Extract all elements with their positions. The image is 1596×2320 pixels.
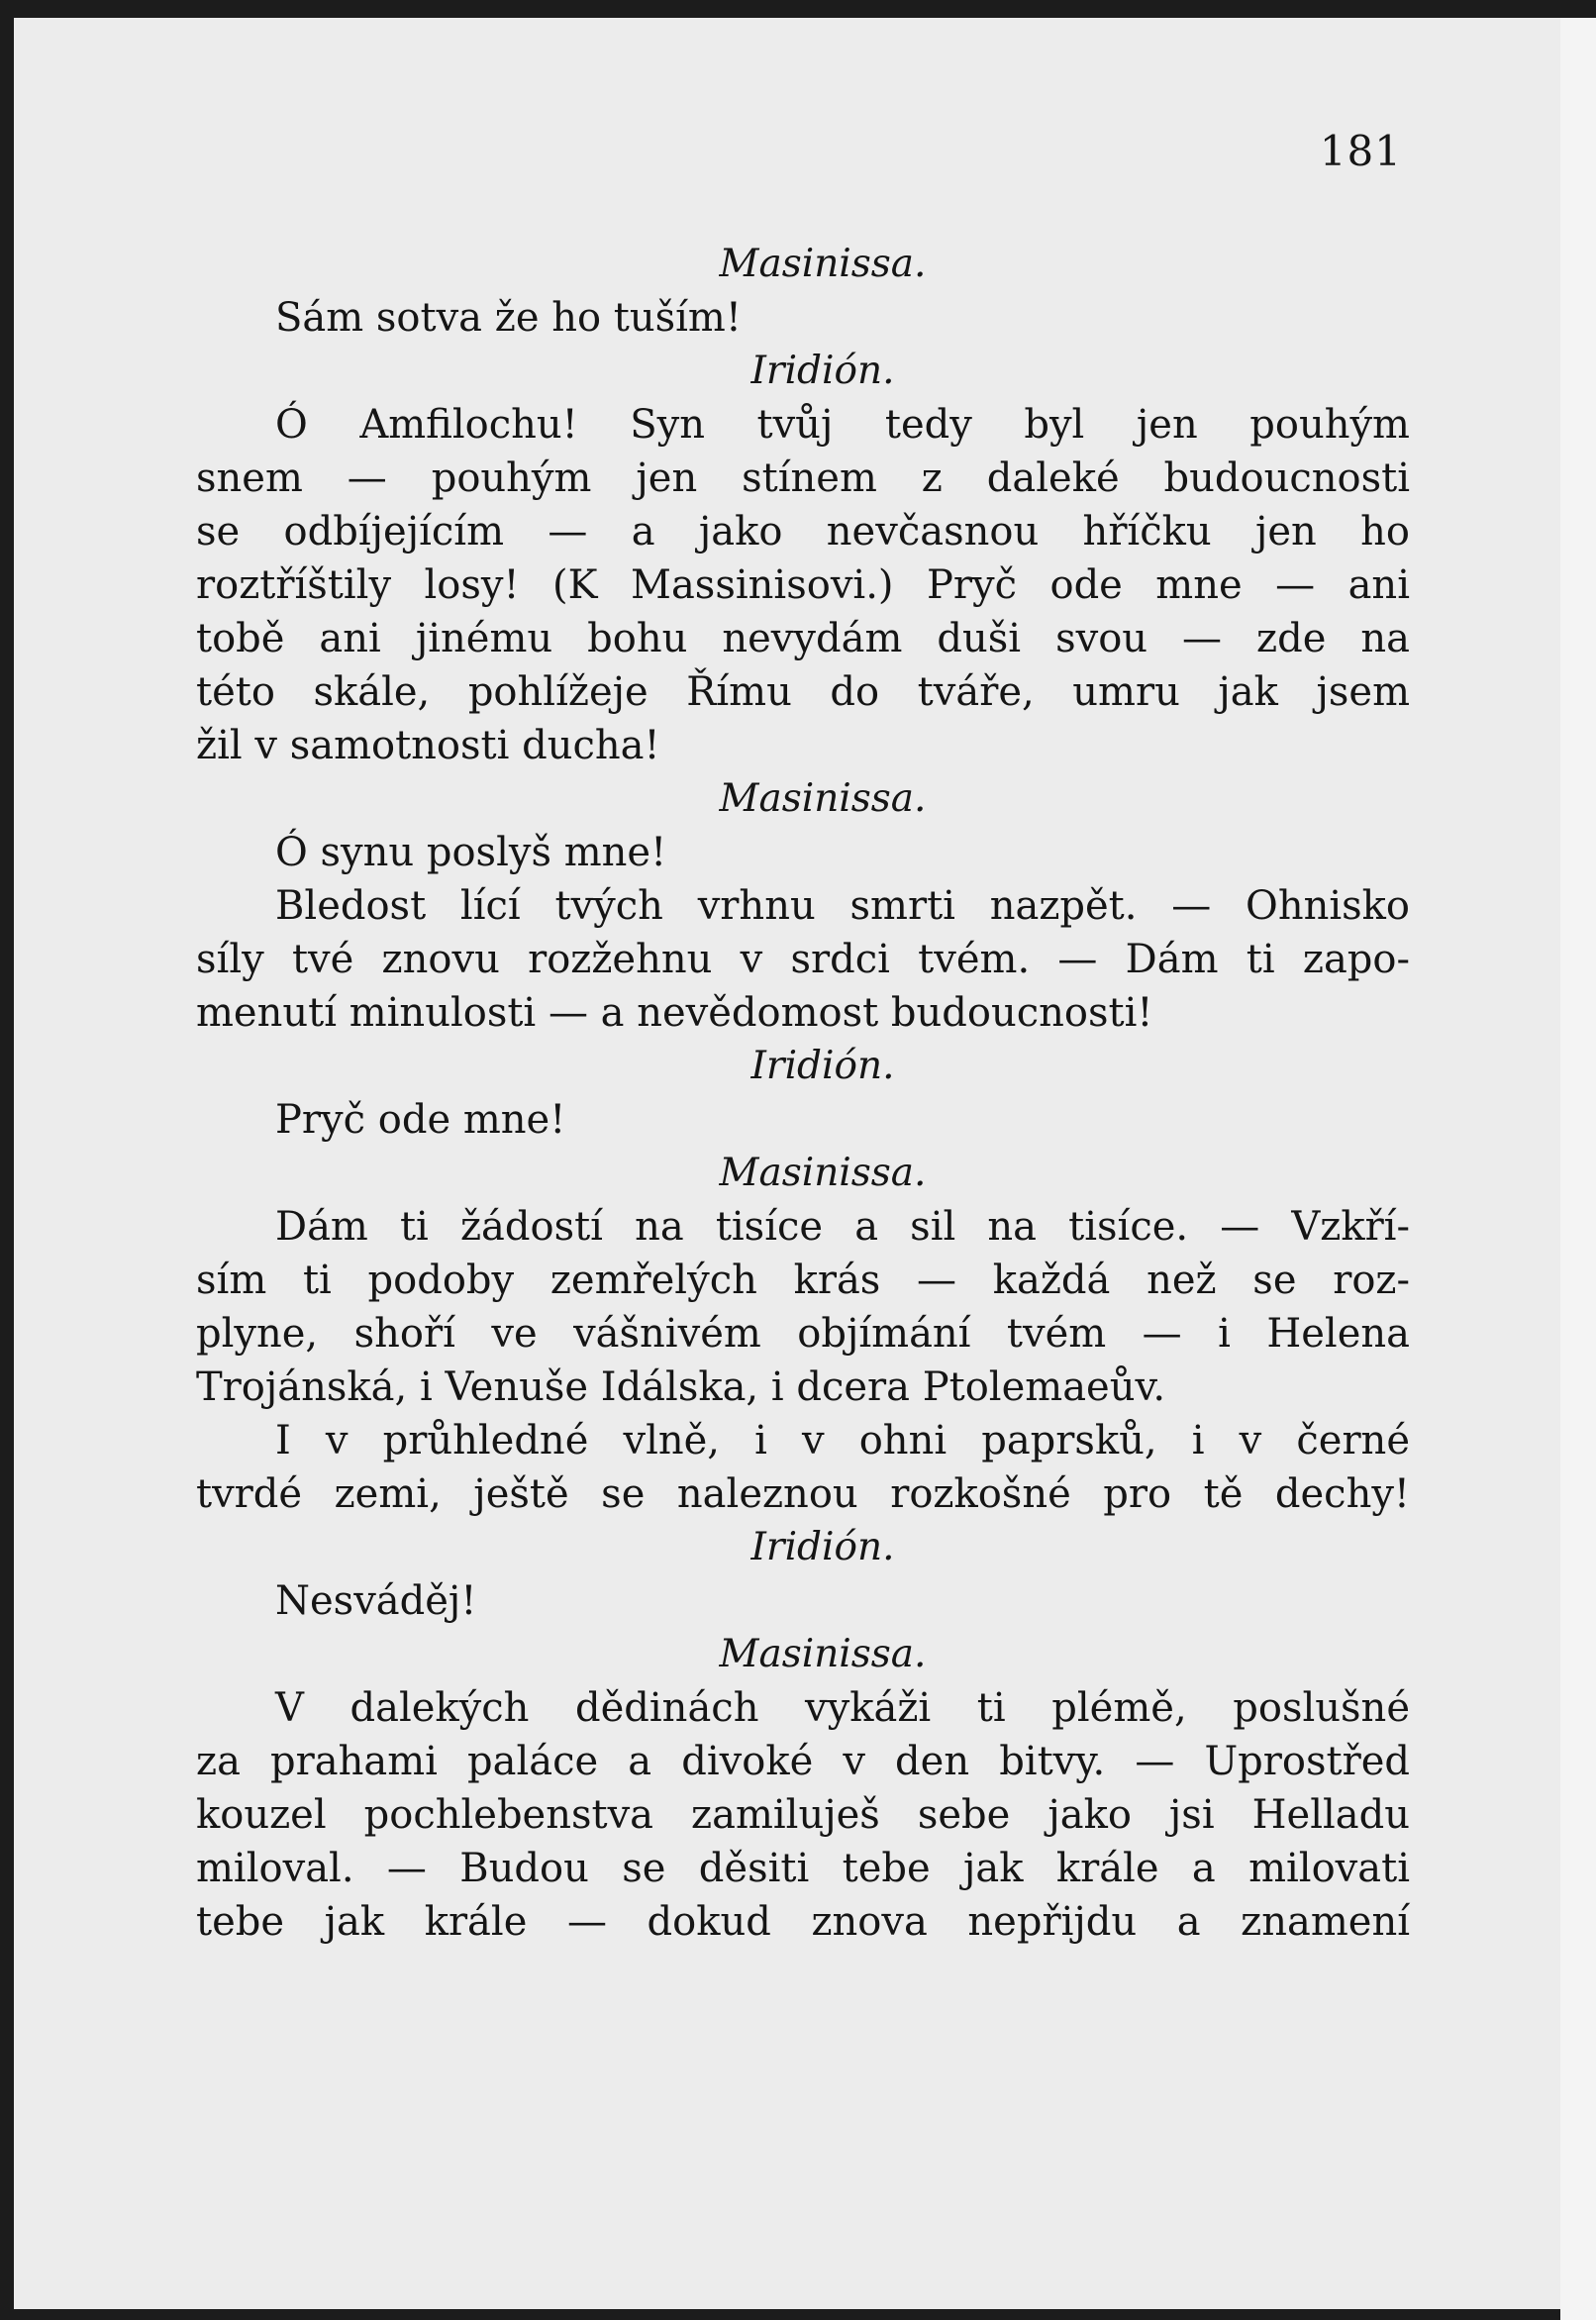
text-line: snem — pouhým jen stínem z daleké budoucnosti bbox=[196, 455, 1410, 501]
text-line: tobě ani jinému bohu nevydám duši svou — zde na bbox=[196, 616, 1410, 661]
text-line: za prahami paláce a divoké v den bitvy. — Uprostřed bbox=[196, 1739, 1410, 1784]
speaker-name: Masinissa. bbox=[719, 1632, 927, 1676]
book-page bbox=[14, 18, 1560, 2309]
text-line: tvrdé zemi, ještě se naleznou rozkošné pro tě dechy! bbox=[196, 1471, 1410, 1517]
text-line: Ó Amfilochu! Syn tvůj tedy byl jen pouhým bbox=[275, 402, 1410, 448]
text-line: I v průhledné vlně, i v ohni paprsků, i v černé bbox=[275, 1418, 1410, 1463]
speaker-name: Iridión. bbox=[750, 1044, 895, 1088]
text-line: V dalekých dědinách vykáži ti plémě, poslušné bbox=[275, 1685, 1410, 1731]
text-line: roztříštily losy! (K Massinisovi.) Pryč ode mne — ani bbox=[196, 562, 1410, 608]
speaker-name: Iridión. bbox=[750, 1525, 895, 1569]
page-text bbox=[196, 238, 1410, 1949]
text-line: tebe jak krále — dokud znova nepřijdu a znamení bbox=[196, 1899, 1410, 1945]
text-line: Pryč ode mne! bbox=[275, 1097, 566, 1143]
text-line: této skále, pohlížeje Římu do tváře, umru jak jsem bbox=[196, 669, 1410, 715]
page-number: 181 bbox=[1319, 127, 1402, 175]
text-line: žil v samotnosti ducha! bbox=[196, 723, 660, 768]
text-line: Nesváděj! bbox=[275, 1578, 477, 1624]
text-line: Trojánská, i Venuše Idálska, i dcera Ptolemaeův. bbox=[196, 1364, 1166, 1410]
speaker-name: Iridión. bbox=[750, 349, 895, 393]
text-line: síly tvé znovu rozžehnu v srdci tvém. — Dám ti zapo- bbox=[196, 937, 1410, 982]
text-line: menutí minulosti — a nevědomost budoucnosti! bbox=[196, 990, 1153, 1036]
text-line: Dám ti žádostí na tisíce a sil na tisíce. — Vzkří- bbox=[275, 1204, 1410, 1250]
text-line: Ó synu poslyš mne! bbox=[275, 830, 667, 875]
page-edge bbox=[1560, 18, 1596, 2320]
text-line: sím ti podoby zemřelých krás — každá než se roz- bbox=[196, 1258, 1410, 1303]
text-line: kouzel pochlebenstva zamiluješ sebe jako jsi Helladu bbox=[196, 1792, 1410, 1838]
text-line: Sám sotva že ho tuším! bbox=[275, 295, 742, 341]
text-line: Bledost lící tvých vrhnu smrti nazpět. — Ohnisko bbox=[275, 883, 1410, 929]
speaker-name: Masinissa. bbox=[719, 242, 927, 286]
speaker-name: Masinissa. bbox=[719, 776, 927, 821]
speaker-name: Masinissa. bbox=[719, 1151, 927, 1195]
text-line: miloval. — Budou se děsiti tebe jak krále a milovati bbox=[196, 1846, 1410, 1891]
text-line: plyne, shoří ve vášnivém objímání tvém — i Helena bbox=[196, 1311, 1410, 1357]
text-line: se odbíjejícím — a jako nevčasnou hříčku jen ho bbox=[196, 509, 1410, 555]
